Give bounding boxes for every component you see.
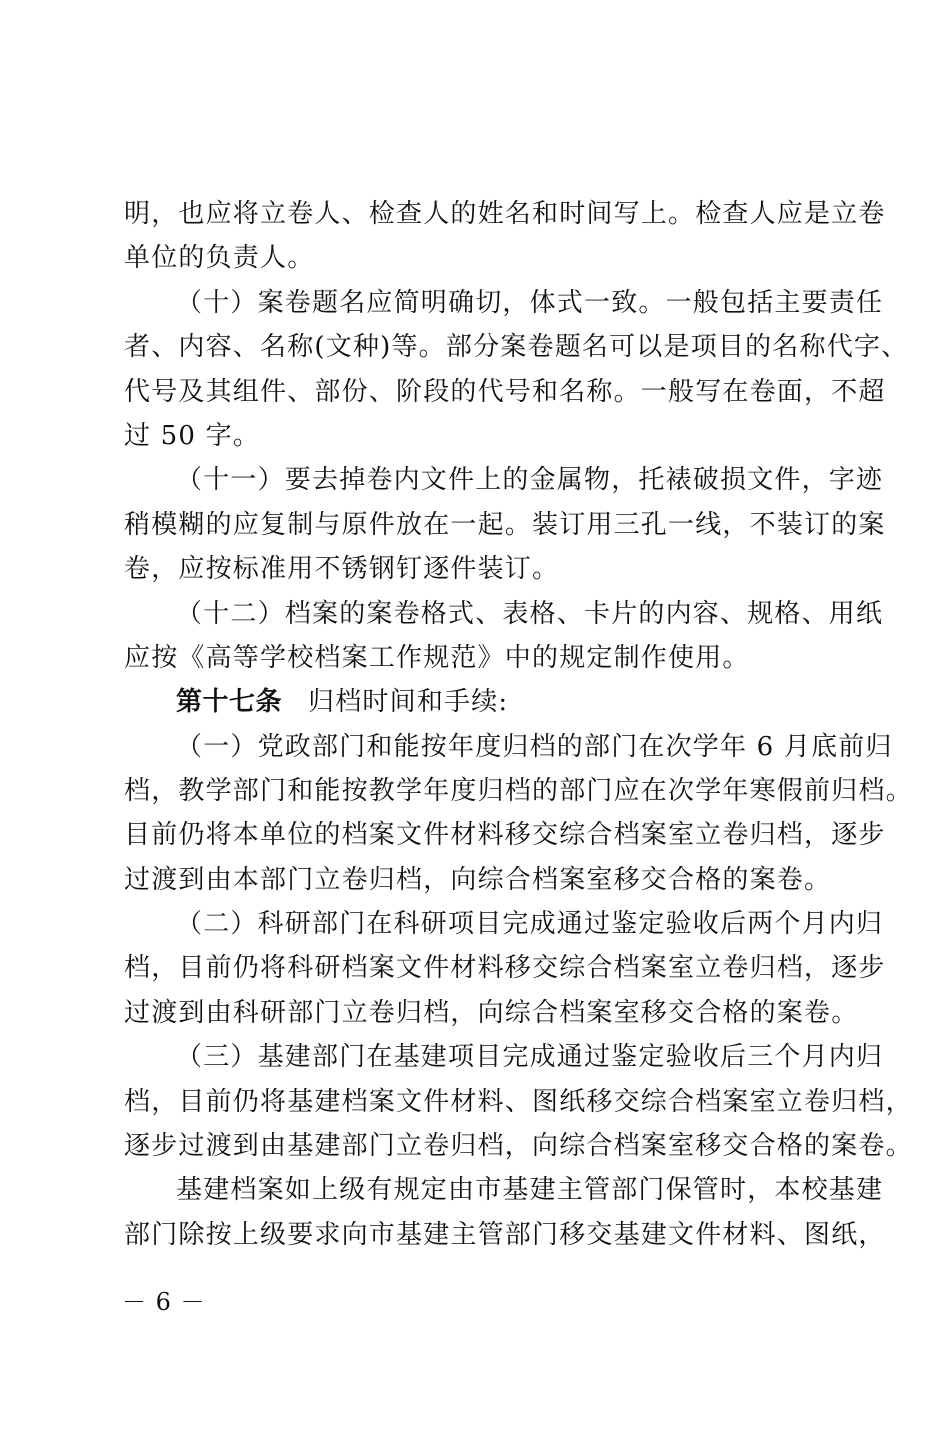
page-number: － 6 － [122,1288,206,1316]
body-line: 部门除按上级要求向市基建主管部门移交基建文件材料、图纸， [124,1220,886,1250]
body-line: 逐步过渡到由基建部门立卷归档，向综合档案室移交合格的案卷。 [124,1131,913,1161]
body-line: 目前仍将本单位的档案文件材料移交综合档案室立卷归档，逐步 [124,820,886,850]
body-line: 稍模糊的应复制与原件放在一起。装订用三孔一线，不装订的案 [124,510,886,540]
article-label: 第十七条 [176,687,283,717]
body-line: 过 50 字。 [124,421,261,451]
article-heading [176,682,844,722]
body-line: 档，目前仍将基建档案文件材料、图纸移交综合档案室立卷归档， [124,1087,913,1117]
paragraph-line: （十）案卷题名应简明确切，体式一致。一般包括主要责任 [176,288,884,318]
paragraph-line: （十一）要去掉卷内文件上的金属物，托裱破损文件，字迹 [176,465,884,495]
body-line: 档，教学部门和能按教学年度归档的部门应在次学年寒假前归档。 [124,776,913,806]
body-line: 代号及其组件、部份、阶段的代号和名称。一般写在卷面，不超 [124,377,886,407]
article-title: 归档时间和手续: [308,687,509,717]
body-line: 应按《高等学校档案工作规范》中的规定制作使用。 [124,643,750,673]
paragraph-line: （二）科研部门在科研项目完成通过鉴定验收后两个月内归 [176,909,884,939]
body-line: 明，也应将立卷人、检查人的姓名和时间写上。检查人应是立卷 [124,199,886,229]
paragraph-line: （一）党政部门和能按年度归档的部门在次学年 6 月底前归 [176,732,893,762]
body-line: 过渡到由本部门立卷归档，向综合档案室移交合格的案卷。 [124,865,832,895]
body-line: 者、内容、名称(文种)等。部分案卷题名可以是项目的名称代字、 [124,332,909,362]
body-line: 过渡到由科研部门立卷归档，向综合档案室移交合格的案卷。 [124,998,859,1028]
body-line: 卷，应按标准用不锈钢钉逐件装订。 [124,554,560,584]
paragraph-line: 基建档案如上级有规定由市基建主管部门保管时，本校基建 [176,1175,884,1205]
body-line: 档，目前仍将科研档案文件材料移交综合档案室立卷归档，逐步 [124,953,886,983]
paragraph-line: （十二）档案的案卷格式、表格、卡片的内容、规格、用纸 [176,599,884,629]
body-line: 单位的负责人。 [124,243,315,273]
paragraph-line: （三）基建部门在基建项目完成通过鉴定验收后三个月内归 [176,1042,884,1072]
